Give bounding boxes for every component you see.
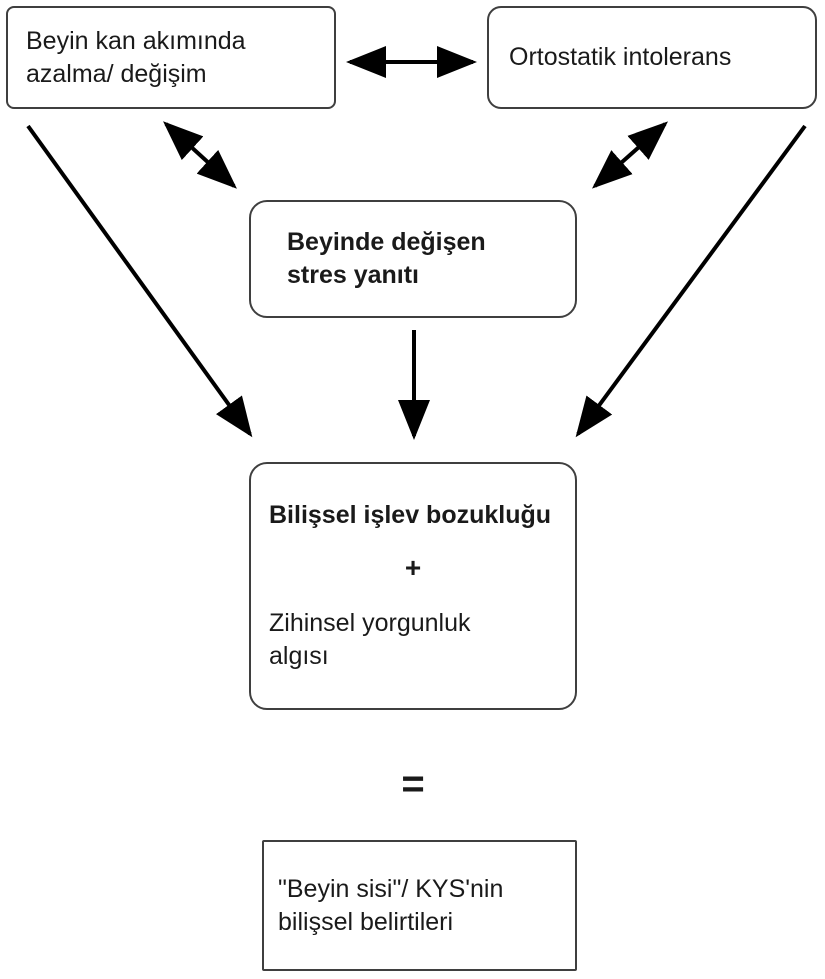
node-brain-blood-flow-line-2: azalma/ değişim xyxy=(26,59,207,88)
node-stress-response-line-2: stres yanıtı xyxy=(287,261,420,289)
plus-sign: + xyxy=(404,552,422,584)
node-orthostatic-intolerance xyxy=(487,6,817,109)
node-cognitive-line-2: Zihinsel yorgunluk xyxy=(269,608,471,637)
arrow-right-to-stress xyxy=(595,124,665,186)
node-altered-stress-response xyxy=(249,200,577,318)
equals-sign: = xyxy=(401,762,425,806)
node-brain-fog xyxy=(262,840,577,971)
node-stress-response-line-1: Beyinde değişen xyxy=(287,228,486,256)
node-brain-fog-line-1: "Beyin sisi"/ KYS'nin xyxy=(278,874,504,903)
node-cognitive-dysfunction xyxy=(249,462,577,710)
node-orthostatic-line-1: Ortostatik intolerans xyxy=(509,43,732,71)
node-brain-fog-line-2: bilişsel belirtileri xyxy=(278,907,454,936)
node-brain-blood-flow xyxy=(6,6,336,109)
arrow-left-to-stress xyxy=(166,124,234,186)
node-cognitive-line-3: algısı xyxy=(269,641,329,670)
arrow-right-to-cognitive xyxy=(578,126,805,434)
node-brain-blood-flow-line-1: Beyin kan akımında xyxy=(26,26,246,55)
node-cognitive-line-1: Bilişsel işlev bozukluğu xyxy=(269,501,552,530)
arrow-left-to-cognitive xyxy=(28,126,250,434)
